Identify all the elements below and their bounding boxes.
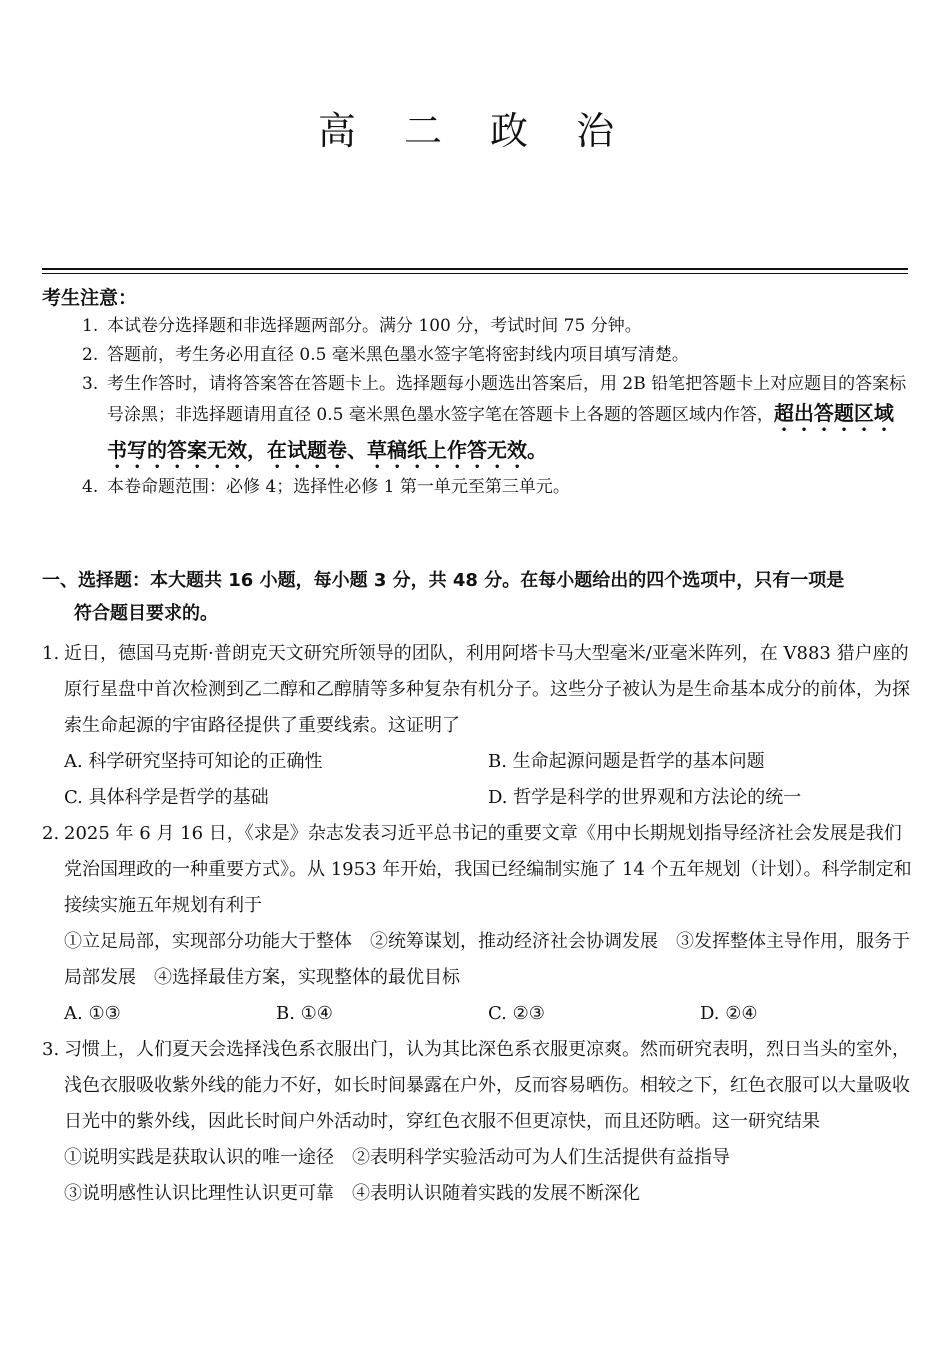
notice-emphasis-text: 超出答题区域书写的答案无效，在试题卷、草稿纸上作答无效。 <box>107 401 894 462</box>
notice-item-number: 2. <box>82 345 99 365</box>
question-number: 3. <box>42 1039 60 1060</box>
question-1 <box>42 636 912 744</box>
notice-item-number: 3. <box>82 374 99 394</box>
question-stem: 习惯上，人们夏天会选择浅色系衣服出门，认为其比深色系衣服更凉爽。然而研究表明，烈日当头的室外，浅色衣服吸收紫外线的能力不好，如长时间暴露在户外，反而容易晒伤。相较之下，红色衣服可以大量吸收日光中的紫外线，因此长时间户外活动时，穿红色衣服不但更凉快，而且还防晒。这一研究结果 <box>64 1039 910 1132</box>
question-2-options <box>42 996 912 1032</box>
section-heading <box>42 564 912 630</box>
question-number: 2. <box>42 823 60 844</box>
notice-item <box>82 341 912 370</box>
question-2 <box>42 816 912 924</box>
notice-list <box>82 312 912 502</box>
notice-item-number: 1. <box>82 316 99 336</box>
question-number: 1. <box>42 643 60 664</box>
divider-thick <box>42 268 908 270</box>
question-3-statements-line: ③说明感性认识比理性认识更可靠 ④表明认识随着实践的发展不断深化 <box>64 1183 640 1204</box>
question-1-options <box>42 780 912 816</box>
notice-item-number: 4. <box>82 477 99 497</box>
question-stem: 2025 年 6 月 16 日，《求是》杂志发表习近平总书记的重要文章《用中长期规划指导经济社会发展是我们党治国理政的一种重要方式》。从 1953 年开始，我国已经编制实施了 14 个五年规划（计划）。科学制定和接续实施五年规划有利于 <box>64 823 912 916</box>
option-c: C. 具体科学是哲学的基础 <box>64 787 269 808</box>
option-b: B. 生命起源问题是哲学的基本问题 <box>488 751 765 772</box>
section-heading-line1: 一、选择题：本大题共 16 小题，每小题 3 分，共 48 分。在每小题给出的四个选项中，只有一项是 <box>42 570 845 591</box>
option-a: A. ①③ <box>64 1003 121 1024</box>
question-3 <box>42 1032 912 1140</box>
option-b: B. ①④ <box>276 1003 333 1024</box>
notice-item <box>82 473 912 502</box>
page-title: 高 二 政 治 <box>317 109 633 153</box>
notice-item <box>82 312 912 341</box>
question-1-options <box>42 744 912 780</box>
question-list <box>42 636 912 1212</box>
section-heading-line2: 符合题目要求的。 <box>74 603 218 624</box>
divider-thin <box>42 273 908 274</box>
question-3-statements-line: ①说明实践是获取认识的唯一途径 ②表明科学实验活动可为人们生活提供有益指导 <box>64 1147 730 1168</box>
question-2-statements: ①立足局部，实现部分功能大于整体 ②统筹谋划，推动经济社会协调发展 ③发挥整体主导作用，服务于局部发展 ④选择最佳方案，实现整体的最优目标 <box>64 931 910 988</box>
option-d: D. 哲学是科学的世界观和方法论的统一 <box>488 787 802 808</box>
notice-item-text: 本卷命题范围：必修 4；选择性必修 1 第一单元至第三单元。 <box>107 477 570 497</box>
notice-item-text: 考生作答时，请将答案答在答题卡上。选择题每小题选出答案后，用 2B 铅笔把答题卡上对应题目的答案标号涂黑；非选择题请用直径 0.5 毫米黑色墨水签字笔在答题卡上各题的答题区域内作答， <box>107 374 907 425</box>
notice-item <box>82 370 912 473</box>
notice-item-text: 本试卷分选择题和非选择题两部分。满分 100 分，考试时间 75 分钟。 <box>107 316 642 336</box>
notice-heading: 考生注意： <box>42 287 138 309</box>
option-a: A. 科学研究坚持可知论的正确性 <box>64 751 323 772</box>
question-stem: 近日，德国马克斯·普朗克天文研究所领导的团队，利用阿塔卡马大型毫米/亚毫米阵列，在 V883 猎户座的原行星盘中首次检测到乙二醇和乙醇腈等多种复杂有机分子。这些分子被认为是生命基本成分的前体，为探索生命起源的宇宙路径提供了重要线索。这证明了 <box>64 643 910 736</box>
option-d: D. ②④ <box>700 1003 758 1024</box>
notice-item-text: 答题前，考生务必用直径 0.5 毫米黑色墨水签字笔将密封线内项目填写清楚。 <box>107 345 689 365</box>
option-c: C. ②③ <box>488 1003 545 1024</box>
